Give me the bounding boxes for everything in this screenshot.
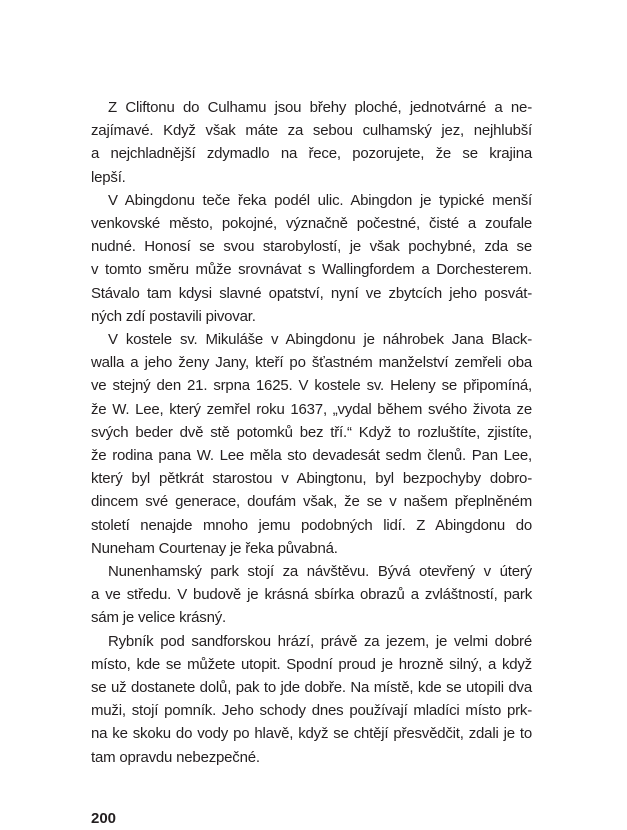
text-line: nudné. Honosí se svou starobylostí, je však pochybné, zda se <box>91 238 532 256</box>
paragraph <box>91 96 532 189</box>
text-line: svých beder dvě stě potomků bez tří.“ Když to rozluštíte, zjistíte, <box>91 423 532 441</box>
text-line: walla a jeho ženy Jany, kteří po šťastném manželství zemřeli oba <box>91 354 532 372</box>
text-line: venkovské město, pokojné, význačně počestné, čisté a zoufale <box>91 215 532 233</box>
text-line: dincem své generace, doufám však, že se v našem přeplněném <box>91 493 532 511</box>
text-line: V Abingdonu teče řeka podél ulic. Abingdon je typické menší <box>108 191 532 209</box>
text-line: sám je velice krásný. <box>91 609 227 627</box>
text-line: století nenajde mnoho jemu podobných lidí. Z Abingdonu do <box>91 516 532 534</box>
text-line: V kostele sv. Mikuláše v Abingdonu je náhrobek Jana Black- <box>108 331 532 349</box>
paragraph <box>91 189 532 328</box>
text-line: Stávalo tam kdysi slavné opatství, nyní ve zbytcích jeho posvát- <box>91 284 532 302</box>
text-line: a nejchladnější zdymadlo na řece, pozorujete, že se krajina <box>91 145 532 163</box>
text-line: na ke skoku do vody po hlavě, když se chtějí přesvědčit, zdali je to <box>91 725 532 743</box>
text-line: se už dostanete dolů, pak to jde dobře. Na místě, kde se utopili dva <box>91 679 532 697</box>
text-line: a ve středu. V budově je krásná sbírka obrazů a zvláštností, park <box>91 586 532 604</box>
page-number: 200 <box>91 809 117 827</box>
paragraph <box>91 630 532 769</box>
text-line: Nuneham Courtenay je řeka půvabná. <box>91 539 338 557</box>
text-line: v tomto směru může srovnávat s Wallingfordem a Dorchesterem. <box>91 261 532 279</box>
text-line: zajímavé. Když však máte za sebou culhamský jez, nejhlubší <box>91 122 532 140</box>
text-line: že W. Lee, který zemřel roku 1637, „vydal během svého života ze <box>91 400 532 418</box>
text-line: místo, kde se můžete utopit. Spodní proud je hrozně silný, a když <box>91 655 532 673</box>
text-line: Rybník pod sandforskou hrází, právě za jezem, je velmi dobré <box>108 632 532 650</box>
text-line: tam opravdu nebezpečné. <box>91 748 260 766</box>
text-line: který byl pětkrát starostou v Abingtonu, byl bezpochyby dobro- <box>91 470 532 488</box>
text-line: Z Cliftonu do Culhamu jsou břehy ploché, jednotvárné a ne- <box>108 99 532 116</box>
text-line: Nunenhamský park stojí za návštěvu. Bývá otevřený v úterý <box>108 563 532 581</box>
text-line: že rodina pana W. Lee měla sto devadesát sedm členů. Pan Lee, <box>91 447 532 465</box>
paragraphs <box>91 96 532 769</box>
paragraph <box>91 328 532 560</box>
body-text <box>91 96 532 830</box>
text-line: lepší. <box>91 168 126 186</box>
paragraph <box>91 560 532 630</box>
text-line: muži, stojí pomník. Jeho schody dnes používají mladíci místo prk- <box>91 702 532 720</box>
text-line: ných zdí postavili pivovar. <box>91 307 256 325</box>
text-line: ve stejný den 21. srpna 1625. V kostele sv. Heleny se připomíná, <box>91 377 532 395</box>
